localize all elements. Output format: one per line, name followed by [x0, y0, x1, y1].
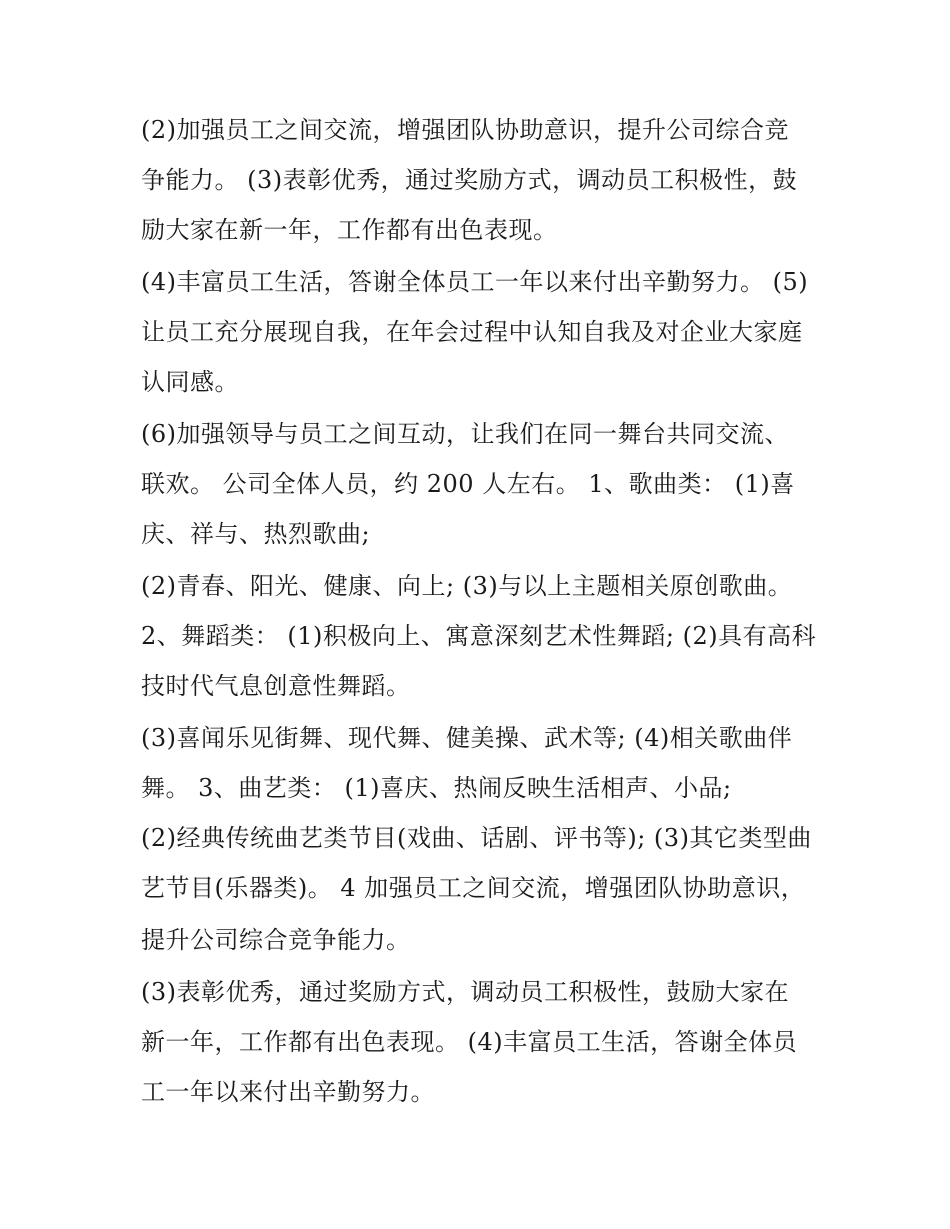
text-line: (2)青春、阳光、健康、向上; (3)与以上主题相关原创歌曲。: [141, 572, 793, 600]
text-line: (2)经典传统曲艺类节目(戏曲、话剧、评书等); (3)其它类型曲: [141, 824, 812, 852]
text-line: 舞。 3、曲艺类： (1)喜庆、热闹反映生活相声、小品;: [141, 774, 732, 802]
text-line: (3)表彰优秀，通过奖励方式，调动员工积极性，鼓励大家在: [141, 978, 789, 1006]
text-line: 新一年，工作都有出色表现。 (4)丰富员工生活，答谢全体员: [141, 1028, 798, 1056]
text-line: 2、舞蹈类： (1)积极向上、寓意深刻艺术性舞蹈; (2)具有高科: [141, 622, 817, 650]
text-line: (6)加强领导与员工之间互动，让我们在同一舞台共同交流、: [141, 420, 789, 448]
text-line: 庆、祥与、热烈歌曲;: [141, 520, 371, 548]
text-line: 联欢。 公司全体人员，约 200 人左右。 1、歌曲类： (1)喜: [141, 470, 795, 498]
text-line: 技时代气息创意性舞蹈。: [141, 672, 411, 700]
text-line: 提升公司综合竞争能力。: [141, 926, 411, 954]
text-line: 认同感。: [141, 368, 239, 396]
text-line: 艺节目(乐器类)。 4 加强员工之间交流，增强团队协助意识，: [141, 874, 806, 902]
text-line: 争能力。 (3)表彰优秀，通过奖励方式，调动员工积极性，鼓: [141, 166, 798, 194]
text-line: 励大家在新一年，工作都有出色表现。: [141, 216, 558, 244]
text-line: (3)喜闻乐见街舞、现代舞、健美操、武术等; (4)相关歌曲伴: [141, 724, 793, 752]
text-line: (4)丰富员工生活，答谢全体员工一年以来付出辛勤努力。 (5): [141, 268, 809, 296]
text-line: 让员工充分展现自我，在年会过程中认知自我及对企业大家庭: [141, 318, 803, 346]
text-line: 工一年以来付出辛勤努力。: [141, 1078, 435, 1106]
text-line: (2)加强员工之间交流，增强团队协助意识，提升公司综合竞: [141, 116, 789, 144]
